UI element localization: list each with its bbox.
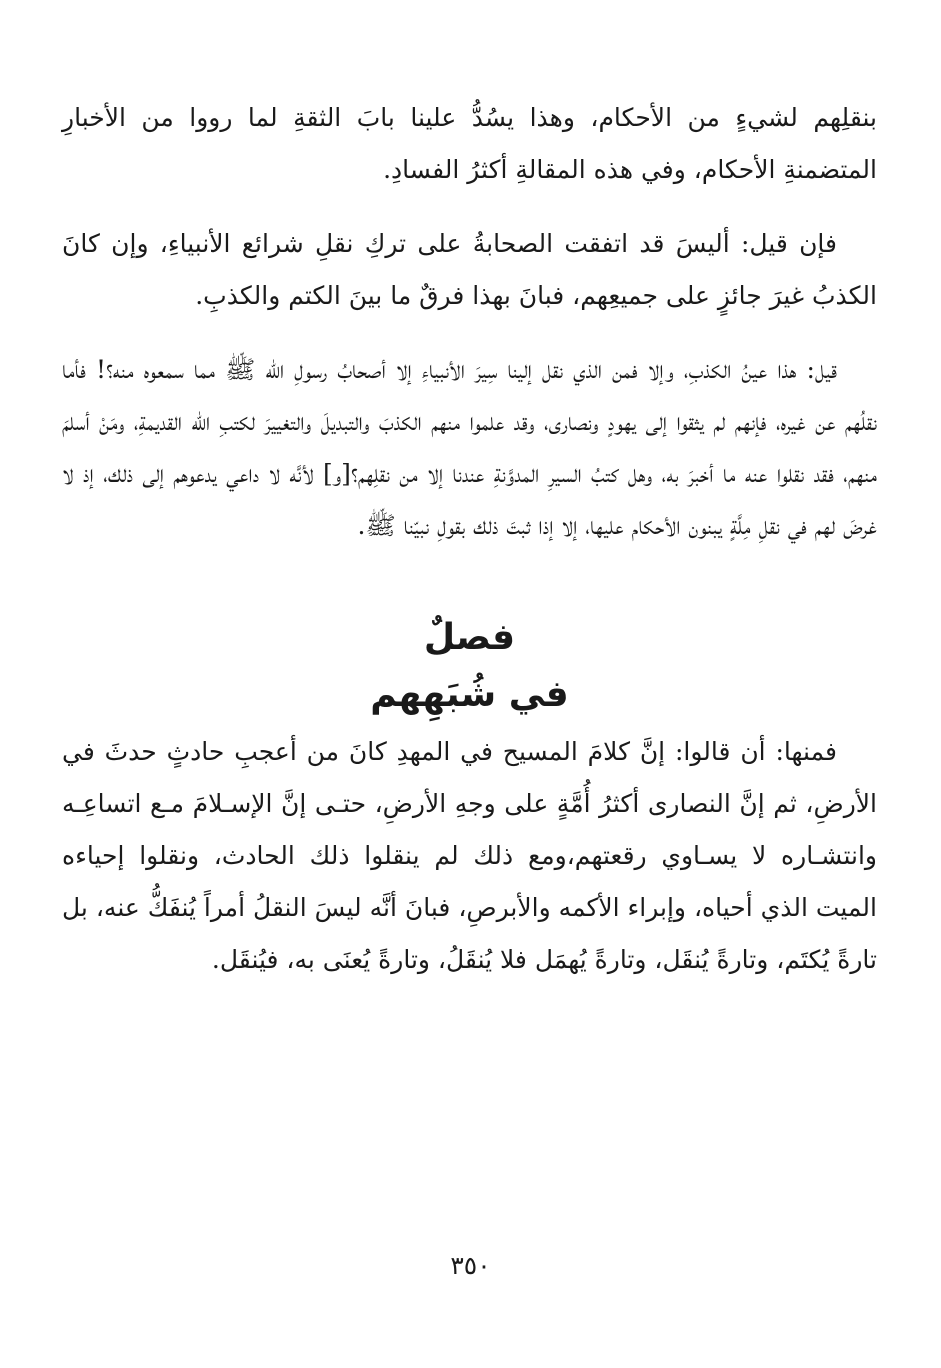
paragraph-reply: قيل: هذا عينُ الكذبِ، وإلا فمن الذي نقل إلينا سِيرَ الأنبياءِ إلا أصحابُ رسولِ الله ﷺ مما سمعوه منه؟! فأما نقلُهم عن غيره، فإنهم لم يثقوا إلى يهودٍ ونصارى، وقد علموا منهم الكذبَ والتبديلَ والتغييرَ لكتبِ الله القديمةِ، ومَنْ أسلمَ منهم، فقد نقلوا عنه ما أخبرَ به، وهل كتبُ السيرِ المدوَّنةِ عندنا إلا من نقلِهم؟[و] لأنَّه لا داعي يدعوهم إلى ذلك، إذ لا غرضَ لهم في نقلِ مِلَّةٍ يبنون الأحكام عليها، إلا إذا ثبتَ ذلك بقولِ نبيّنا ﷺ. xyxy=(62,355,877,540)
page-number: ٣٥٠ xyxy=(450,1251,491,1280)
book-page xyxy=(62,92,877,1332)
section-heading xyxy=(62,610,877,724)
paragraph-objection: فإن قيل: أليسَ قد اتفقت الصحابةُ على تركِ نقلِ شرائع الأنبياءِ، وإن كانَ الكذبُ غيرَ جائزٍ على جميعِهم، فبانَ بهذا فرقٌ ما بينَ الكتم والكذبِ. xyxy=(62,229,877,310)
section-subtitle: في شُبَهِهم xyxy=(370,674,569,715)
section-title: فصلٌ xyxy=(423,617,516,658)
paragraph-first-objection: فمنها: أن قالوا: إنَّ كلامَ المسيح في المهدِ كانَ من أعجبِ حادثٍ حدثَ في الأرضِ، ثم إنَّ النصارى أكثرُ أُمَّةٍ على وجهِ الأرضِ، حتـى إنَّ الإسـلامَ مـع اتساعِـه وانتشـاره لا يسـاوي رقعتهم،ومع ذلك لم ينقلوا ذلك الحادث، ونقلوا إحياءه الميت الذي أحياه، وإبراء الأكمه والأبرصِ، فبانَ أنَّه ليسَ النقلُ أمراً يُنفَكُّ عنه، بل تارةً يُكتَم، وتارةً يُنقَل، وتارةً يُهمَل فلا يُنقَلُ، وتارةً يُعنَى به، فيُنقَل. xyxy=(62,737,877,974)
paragraph-continuation: بنقلِهم لشيءٍ من الأحكام، وهذا يسُدُّ علينا بابَ الثقةِ لما رووا من الأخبارِ المتضمنةِ الأحكام، وفي هذه المقالةِ أكثرُ الفسادِ. xyxy=(62,103,877,184)
